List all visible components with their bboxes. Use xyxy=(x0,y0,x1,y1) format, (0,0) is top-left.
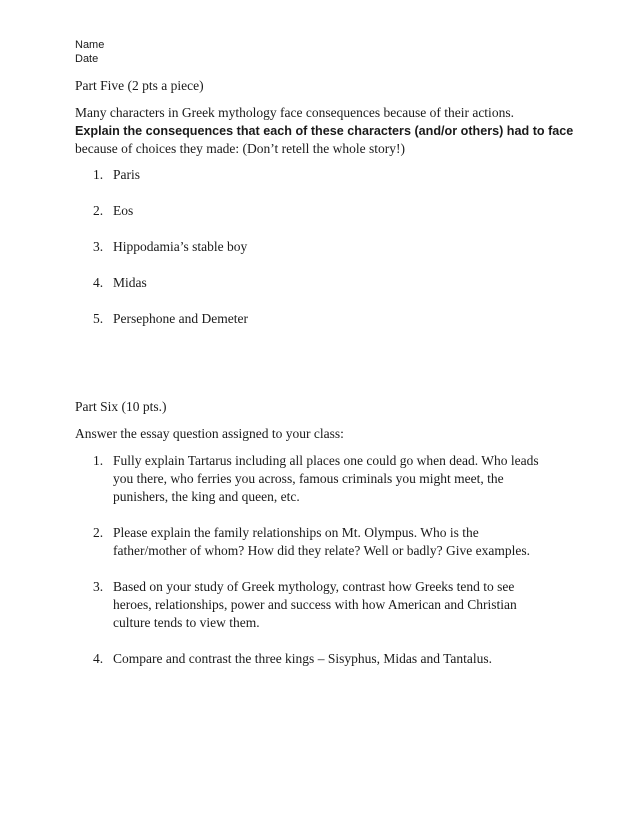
essay-line: punishers, the king and queen, etc. xyxy=(113,489,300,504)
essay-line: Please explain the family relationships on Mt. Olympus. Who is the xyxy=(113,525,479,540)
list-number: 3. xyxy=(93,239,104,254)
list-item-text: Hippodamia’s stable boy xyxy=(113,239,248,254)
part-five-title: Part Five (2 pts a piece) xyxy=(75,78,204,93)
part-five-intro: Many characters in Greek mythology face consequences because of their actions. xyxy=(75,105,514,120)
essay-question-text xyxy=(113,650,553,668)
list-number: 1. xyxy=(93,453,104,468)
date-label: Date xyxy=(75,53,99,65)
list-item-text: Paris xyxy=(113,167,140,182)
essay-question-text xyxy=(113,578,553,632)
essay-line: culture tends to view them. xyxy=(113,615,260,630)
essay-question-text xyxy=(113,452,553,506)
part-six-title: Part Six (10 pts.) xyxy=(75,399,167,414)
list-number: 2. xyxy=(93,525,104,540)
essay-line: heroes, relationships, power and success with how American and Christian xyxy=(113,597,517,612)
part-five-instruction-cont: because of choices they made: (Don’t retell the whole story!) xyxy=(75,141,406,156)
list-item-text: Persephone and Demeter xyxy=(113,311,248,326)
list-number: 5. xyxy=(93,311,104,326)
essay-question-text xyxy=(113,524,553,560)
essay-line: Compare and contrast the three kings – Sisyphus, Midas and Tantalus. xyxy=(113,651,492,666)
list-number: 4. xyxy=(93,275,104,290)
list-item-text: Midas xyxy=(113,275,147,290)
list-number: 3. xyxy=(93,579,104,594)
list-number: 1. xyxy=(93,167,104,182)
essay-line: you there, who ferries you across, famous criminals you might meet, the xyxy=(113,471,504,486)
list-number: 4. xyxy=(93,651,104,666)
list-item-text: Eos xyxy=(113,203,134,218)
part-six-intro: Answer the essay question assigned to your class: xyxy=(75,426,344,441)
name-label: Name xyxy=(75,39,105,51)
part-five-instruction: Explain the consequences that each of these characters (and/or others) had to face xyxy=(75,124,574,138)
essay-line: Fully explain Tartarus including all places one could go when dead. Who leads xyxy=(113,453,539,468)
list-number: 2. xyxy=(93,203,104,218)
essay-line: father/mother of whom? How did they relate? Well or badly? Give examples. xyxy=(113,543,531,558)
essay-line: Based on your study of Greek mythology, contrast how Greeks tend to see xyxy=(113,579,515,594)
